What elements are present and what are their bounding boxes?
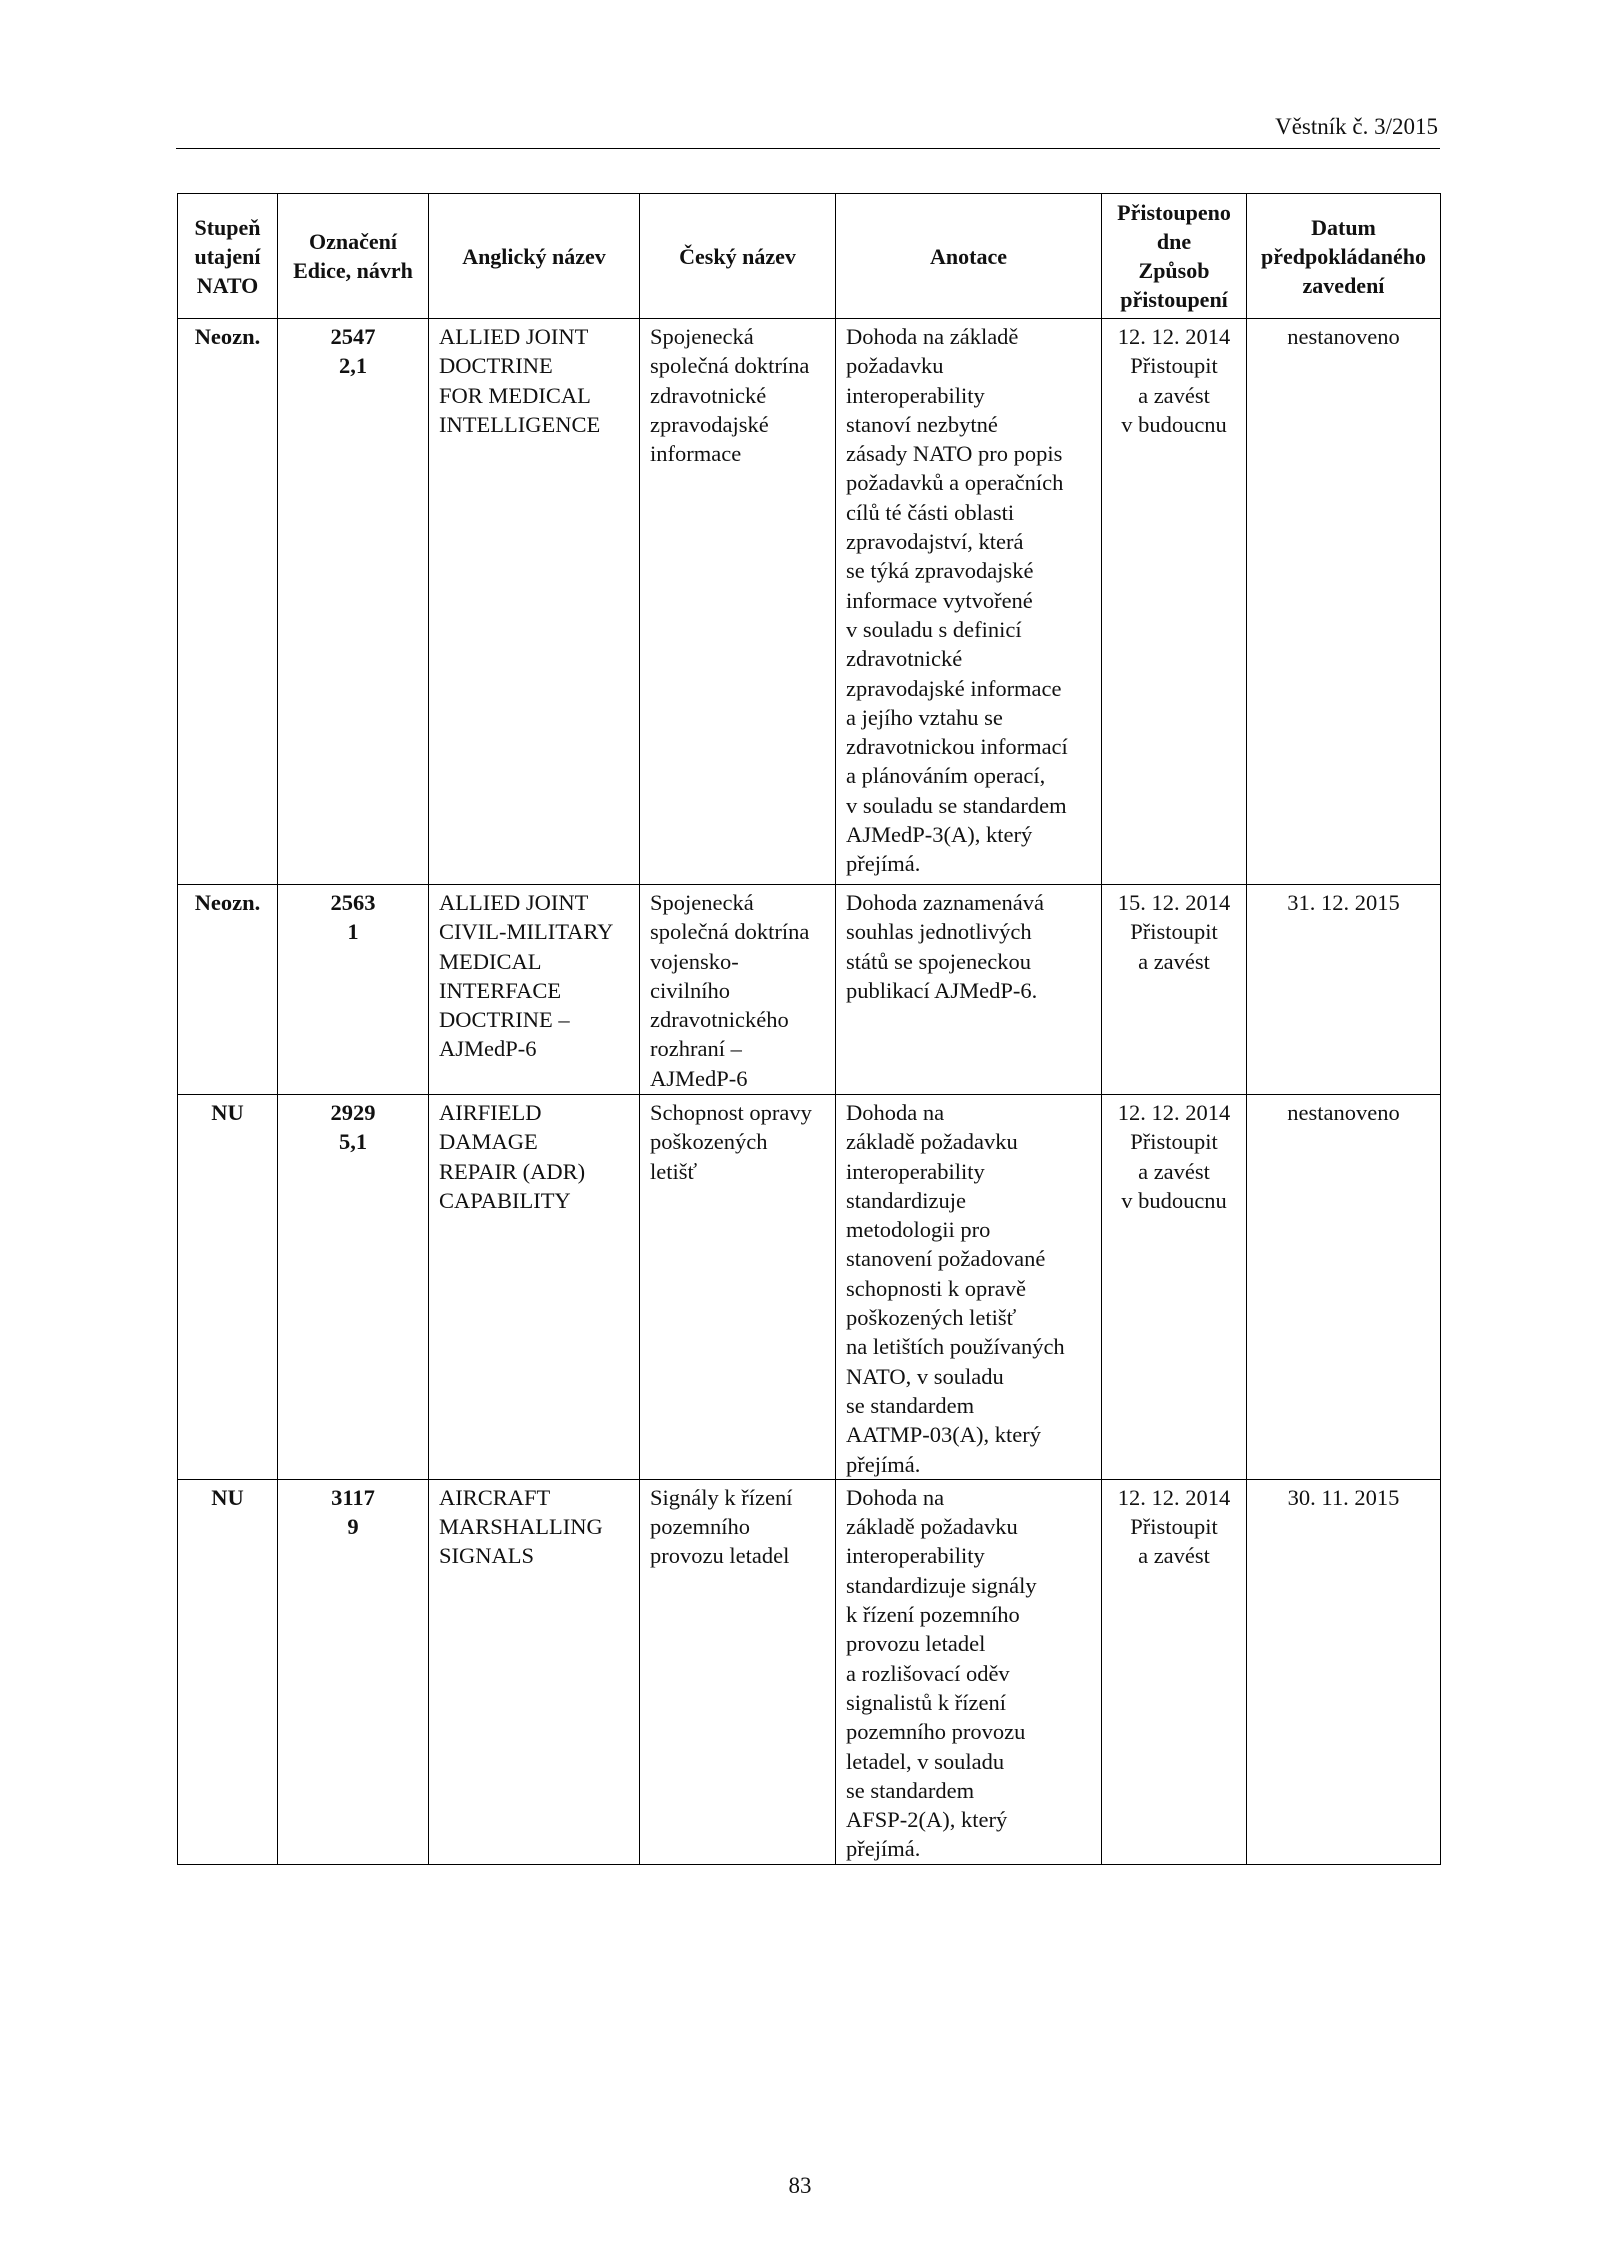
cell-implementation-date: nestanoveno	[1247, 1095, 1441, 1480]
cell-line: se týká zpravodajské	[846, 558, 1034, 584]
header-line: předpokládaného	[1260, 243, 1427, 269]
cell-line: letišť	[650, 1158, 698, 1184]
cell-annotation	[836, 1095, 1102, 1480]
cell-english-name	[429, 319, 640, 885]
cell-line: interoperability	[846, 1158, 985, 1184]
cell-line: Spojenecká	[650, 324, 754, 349]
cell-line: stanoví nezbytné	[846, 411, 998, 437]
cell-line: 1	[347, 919, 359, 945]
cell-line: interoperability	[846, 382, 985, 408]
cell-line: provozu letadel	[846, 1631, 986, 1657]
cell-line: interoperability	[846, 1543, 985, 1569]
cell-designation	[278, 1095, 429, 1480]
cell-classification: NU	[178, 1479, 278, 1864]
header-line: Český název	[679, 243, 796, 269]
cell-line: 12. 12. 2014	[1117, 1484, 1231, 1510]
cell-line: a zavést	[1138, 948, 1210, 974]
cell-line: standardizuje signály	[846, 1572, 1037, 1598]
header-english-name	[429, 194, 640, 319]
cell-line: 2563	[330, 890, 376, 915]
cell-annotation	[836, 885, 1102, 1095]
table-header-row	[178, 194, 1441, 319]
cell-line: INTELLIGENCE	[439, 411, 601, 437]
cell-line: přejímá.	[846, 851, 921, 877]
cell-line: k řízení pozemního	[846, 1602, 1020, 1628]
cell-line: Dohoda na	[846, 1484, 945, 1510]
cell-designation	[278, 885, 429, 1095]
cell-line: zásady NATO pro popis	[846, 441, 1063, 467]
cell-line: 2929	[330, 1100, 376, 1125]
cell-line: a zavést	[1138, 1158, 1210, 1184]
cell-line: zdravotnické	[846, 646, 963, 672]
cell-line: se standardem	[846, 1392, 975, 1418]
header-line: Edice, návrh	[293, 258, 413, 283]
header-line: utajení	[194, 243, 261, 269]
cell-english-name	[429, 1095, 640, 1480]
header-czech-name	[640, 194, 836, 319]
cell-czech-name	[640, 319, 836, 885]
cell-line: souhlas jednotlivých	[846, 919, 1032, 945]
cell-line: DOCTRINE	[439, 353, 553, 379]
cell-line: 15. 12. 2014	[1117, 890, 1231, 915]
cell-implementation-date: 30. 11. 2015	[1247, 1479, 1441, 1864]
cell-line: a zavést	[1138, 382, 1210, 408]
cell-line: požadavků a operačních	[846, 470, 1064, 496]
cell-line: v budoucnu	[1121, 411, 1227, 437]
cell-line: cílů té části oblasti	[846, 499, 1015, 525]
cell-line: Přistoupit	[1130, 1514, 1218, 1540]
cell-line: DAMAGE	[439, 1129, 538, 1155]
cell-line: zdravotnickou informací	[846, 734, 1068, 760]
cell-line: Signály k řízení	[650, 1484, 793, 1510]
cell-line: zpravodajství, která	[846, 529, 1024, 555]
cell-classification: Neozn.	[178, 885, 278, 1095]
cell-line: 12. 12. 2014	[1117, 1100, 1231, 1125]
cell-line: a jejího vztahu se	[846, 704, 1003, 730]
cell-line: schopnosti k opravě	[846, 1275, 1026, 1301]
cell-annotation	[836, 1479, 1102, 1864]
header-accession	[1102, 194, 1247, 319]
header-line: Přistoupeno	[1117, 200, 1231, 225]
cell-line: poškozených letišť	[846, 1305, 1017, 1331]
cell-line: v souladu s definicí	[846, 616, 1022, 642]
cell-line: a rozlišovací oděv	[846, 1660, 1010, 1686]
cell-line: Přistoupit	[1130, 353, 1218, 379]
cell-line: 5,1	[338, 1129, 368, 1155]
cell-line: standardizuje	[846, 1187, 966, 1213]
cell-line: FOR MEDICAL	[439, 382, 591, 408]
cell-line: informace	[650, 441, 742, 467]
cell-line: Přistoupit	[1130, 1129, 1218, 1155]
cell-czech-name	[640, 1095, 836, 1480]
cell-line: Dohoda na základě	[846, 324, 1019, 349]
cell-implementation-date: nestanoveno	[1247, 319, 1441, 885]
cell-line: požadavku	[846, 353, 944, 379]
cell-line: základě požadavku	[846, 1129, 1018, 1155]
table-row	[178, 885, 1441, 1095]
cell-line: zpravodajské	[650, 411, 769, 437]
cell-line: v souladu se standardem	[846, 792, 1067, 818]
cell-line: 2,1	[338, 353, 368, 379]
cell-designation	[278, 1479, 429, 1864]
cell-line: základě požadavku	[846, 1514, 1018, 1540]
cell-line: signalistů k řízení	[846, 1689, 1006, 1715]
cell-czech-name	[640, 1479, 836, 1864]
cell-line: ALLIED JOINT	[439, 324, 589, 349]
cell-line: zdravotnického	[650, 1007, 789, 1033]
cell-line: 2547	[330, 324, 376, 349]
cell-english-name	[429, 1479, 640, 1864]
header-line: Způsob	[1138, 258, 1210, 283]
cell-line: Přistoupit	[1130, 919, 1218, 945]
header-line: dne	[1156, 229, 1192, 254]
cell-line: a plánováním operací,	[846, 763, 1046, 789]
header-line: Anotace	[930, 243, 1007, 269]
cell-line: Dohoda zaznamenává	[846, 890, 1045, 915]
header-annotation	[836, 194, 1102, 319]
cell-line: poškozených	[650, 1129, 768, 1155]
cell-line: rozhraní –	[650, 1036, 742, 1062]
header-line: přistoupení	[1120, 287, 1228, 312]
cell-accession	[1102, 319, 1247, 885]
cell-line: DOCTRINE –	[439, 1007, 570, 1033]
cell-line: MARSHALLING	[439, 1514, 603, 1540]
running-header	[176, 112, 1440, 149]
cell-line: AJMedP-3(A), který	[846, 822, 1033, 848]
cell-classification: NU	[178, 1095, 278, 1480]
cell-line: přejímá.	[846, 1451, 921, 1477]
cell-line: zdravotnické	[650, 382, 767, 408]
header-line: NATO	[196, 272, 259, 298]
cell-line: AIRCRAFT	[439, 1484, 551, 1510]
cell-line: AFSP-2(A), který	[846, 1807, 1008, 1833]
cell-implementation-date: 31. 12. 2015	[1247, 885, 1441, 1095]
cell-line: CAPABILITY	[439, 1187, 571, 1213]
cell-line: 9	[347, 1514, 359, 1540]
cell-line: 3117	[331, 1484, 375, 1510]
page-number: 83	[788, 2173, 812, 2198]
header-line: Stupeň	[194, 214, 261, 240]
cell-line: se standardem	[846, 1777, 975, 1803]
cell-line: pozemního	[650, 1514, 750, 1540]
cell-line: na letištích používaných	[846, 1334, 1065, 1360]
cell-annotation	[836, 319, 1102, 885]
cell-english-name	[429, 885, 640, 1095]
cell-line: vojensko-	[650, 948, 739, 974]
cell-line: metodologii pro	[846, 1217, 991, 1243]
cell-line: společná doktrína	[650, 353, 810, 379]
cell-line: NATO, v souladu	[846, 1363, 1004, 1389]
header-designation	[278, 194, 429, 319]
cell-designation	[278, 319, 429, 885]
cell-line: AIRFIELD	[439, 1100, 542, 1125]
cell-line: států se spojeneckou	[846, 948, 1031, 974]
cell-line: Schopnost opravy	[650, 1100, 812, 1125]
cell-line: 12. 12. 2014	[1117, 324, 1231, 349]
cell-line: civilního	[650, 977, 730, 1003]
cell-line: AJMedP-6	[650, 1065, 748, 1091]
cell-line: publikací AJMedP-6.	[846, 977, 1038, 1003]
cell-line: přejímá.	[846, 1836, 921, 1862]
cell-line: AJMedP-6	[439, 1036, 537, 1062]
cell-classification: Neozn.	[178, 319, 278, 885]
cell-line: INTERFACE	[439, 977, 562, 1003]
cell-line: v budoucnu	[1121, 1187, 1227, 1213]
cell-line: informace vytvořené	[846, 587, 1033, 613]
cell-accession	[1102, 1095, 1247, 1480]
header-classification	[178, 194, 278, 319]
header-line: Anglický název	[462, 243, 606, 269]
cell-line: pozemního provozu	[846, 1719, 1026, 1745]
cell-line: společná doktrína	[650, 919, 810, 945]
journal-title: Věstník č. 3/2015	[1275, 114, 1438, 139]
header-line: Datum	[1311, 214, 1376, 240]
cell-line: provozu letadel	[650, 1543, 790, 1569]
header-implementation-date	[1247, 194, 1441, 319]
cell-accession	[1102, 1479, 1247, 1864]
cell-line: a zavést	[1138, 1543, 1210, 1569]
cell-line: letadel, v souladu	[846, 1748, 1005, 1774]
cell-accession	[1102, 885, 1247, 1095]
cell-line: Spojenecká	[650, 890, 754, 915]
cell-line: CIVIL-MILITARY	[439, 919, 614, 945]
cell-line: SIGNALS	[439, 1543, 535, 1569]
cell-czech-name	[640, 885, 836, 1095]
cell-line: stanovení požadované	[846, 1246, 1046, 1272]
cell-line: Dohoda na	[846, 1100, 945, 1125]
header-line: Označení	[309, 229, 397, 254]
table-row	[178, 1095, 1441, 1480]
standards-table	[177, 193, 1441, 1865]
cell-line: AATMP-03(A), který	[846, 1422, 1041, 1448]
cell-line: REPAIR (ADR)	[439, 1158, 586, 1184]
cell-line: zpravodajské informace	[846, 675, 1062, 701]
cell-line: ALLIED JOINT	[439, 890, 589, 915]
table-row	[178, 319, 1441, 885]
table-row	[178, 1479, 1441, 1864]
header-line: zavedení	[1302, 272, 1385, 298]
cell-line: MEDICAL	[439, 948, 542, 974]
